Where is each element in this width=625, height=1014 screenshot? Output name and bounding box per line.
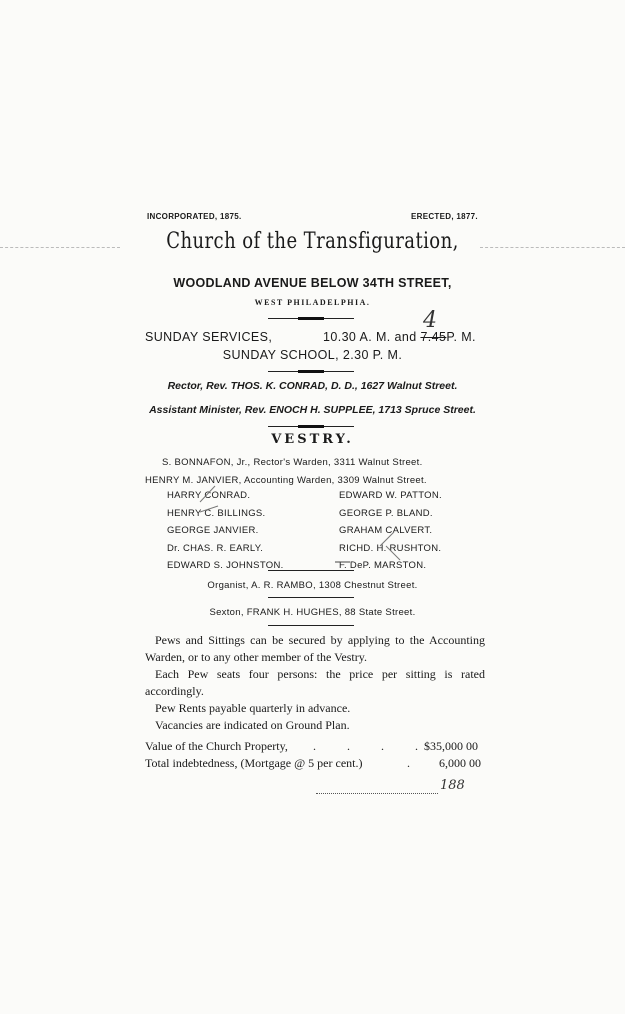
property-dots: . . . . xyxy=(313,739,432,753)
accounting-warden: HENRY M. JANVIER, Accounting Warden, 3309 Walnut Street. xyxy=(145,475,427,486)
morning-service: 10.30 A. M. and xyxy=(323,330,417,344)
debt-dots: . xyxy=(407,756,410,770)
note-vacancies: Vacancies are indicated on Ground Plan. xyxy=(155,718,350,732)
vestry-member: F. DeP. MARSTON. xyxy=(339,560,427,571)
vestry-member: GEORGE JANVIER. xyxy=(167,525,259,536)
debt-label: Total indebtedness, (Mortgage @ 5 per cent.) xyxy=(145,756,363,770)
church-title: Church of the Transfiguration, xyxy=(166,229,459,254)
note-rents: Pew Rents payable quarterly in advance. xyxy=(155,701,351,715)
services-times xyxy=(323,330,476,344)
property-label: Value of the Church Property, xyxy=(145,739,288,753)
sunday-school: SUNDAY SCHOOL, 2.30 P. M. xyxy=(222,348,403,362)
sexton-line: Sexton, FRANK H. HUGHES, 88 State Street. xyxy=(209,607,416,618)
evening-suffix: P. M. xyxy=(446,330,476,344)
divider-rule xyxy=(268,625,354,626)
vestry-member: Dr. CHAS. R. EARLY. xyxy=(167,542,264,554)
divider-rule xyxy=(268,597,354,598)
organist-line: Organist, A. R. RAMBO, 1308 Chestnut Street. xyxy=(207,580,418,591)
divider-ornament xyxy=(298,370,324,373)
note-seats: Each Pew seats four persons: the price per sitting is rated accordingly. xyxy=(145,667,485,698)
vestry-member: RICHD. H. RUSHTON. xyxy=(339,542,442,554)
street-address: WOODLAND AVENUE BELOW 34TH STREET, xyxy=(173,276,452,290)
debt-value: 6,000 00 xyxy=(439,756,481,770)
vestry-member: GEORGE P. BLAND. xyxy=(339,507,433,519)
incorporated-date: INCORPORATED, 1875. xyxy=(147,212,242,221)
property-value: $35,000 00 xyxy=(424,739,478,753)
divider-ornament xyxy=(298,317,324,320)
vestry-member: HENRY C. BILLINGS. xyxy=(167,507,266,519)
date-blank-line xyxy=(316,793,438,794)
services-label: SUNDAY SERVICES, xyxy=(145,330,273,344)
rectors-warden: S. BONNAFON, Jr., Rector's Warden, 3311 Walnut Street. xyxy=(162,457,423,468)
handwritten-annotation: 4 xyxy=(423,308,437,333)
rector-line: Rector, Rev. THOS. K. CONRAD, D. D., 1627 Walnut Street. xyxy=(167,380,458,392)
divider-rule xyxy=(268,570,354,571)
vestry-member: HARRY CONRAD. xyxy=(167,490,251,501)
evening-time-struck: 7.45 xyxy=(420,330,447,344)
vestry-member: GRAHAM CALVERT. xyxy=(339,525,433,536)
divider-ornament xyxy=(298,425,324,428)
erected-date: ERECTED, 1877. xyxy=(411,212,478,221)
pencil-marks xyxy=(160,482,480,582)
vestry-heading: VESTRY. xyxy=(271,432,354,447)
city-line: WEST PHILADELPHIA. xyxy=(254,298,371,307)
assistant-minister-line: Assistant Minister, Rev. ENOCH H. SUPPLEE, 1713 Spruce Street. xyxy=(149,404,476,416)
year-prefix: 188 xyxy=(440,778,465,793)
note-pews: Pews and Sittings can be secured by applying to the Accounting Warden, or to any other member of the Vestry. xyxy=(145,633,485,664)
vestry-member: EDWARD S. JOHNSTON. xyxy=(167,560,284,571)
vestry-member: EDWARD W. PATTON. xyxy=(339,490,442,501)
